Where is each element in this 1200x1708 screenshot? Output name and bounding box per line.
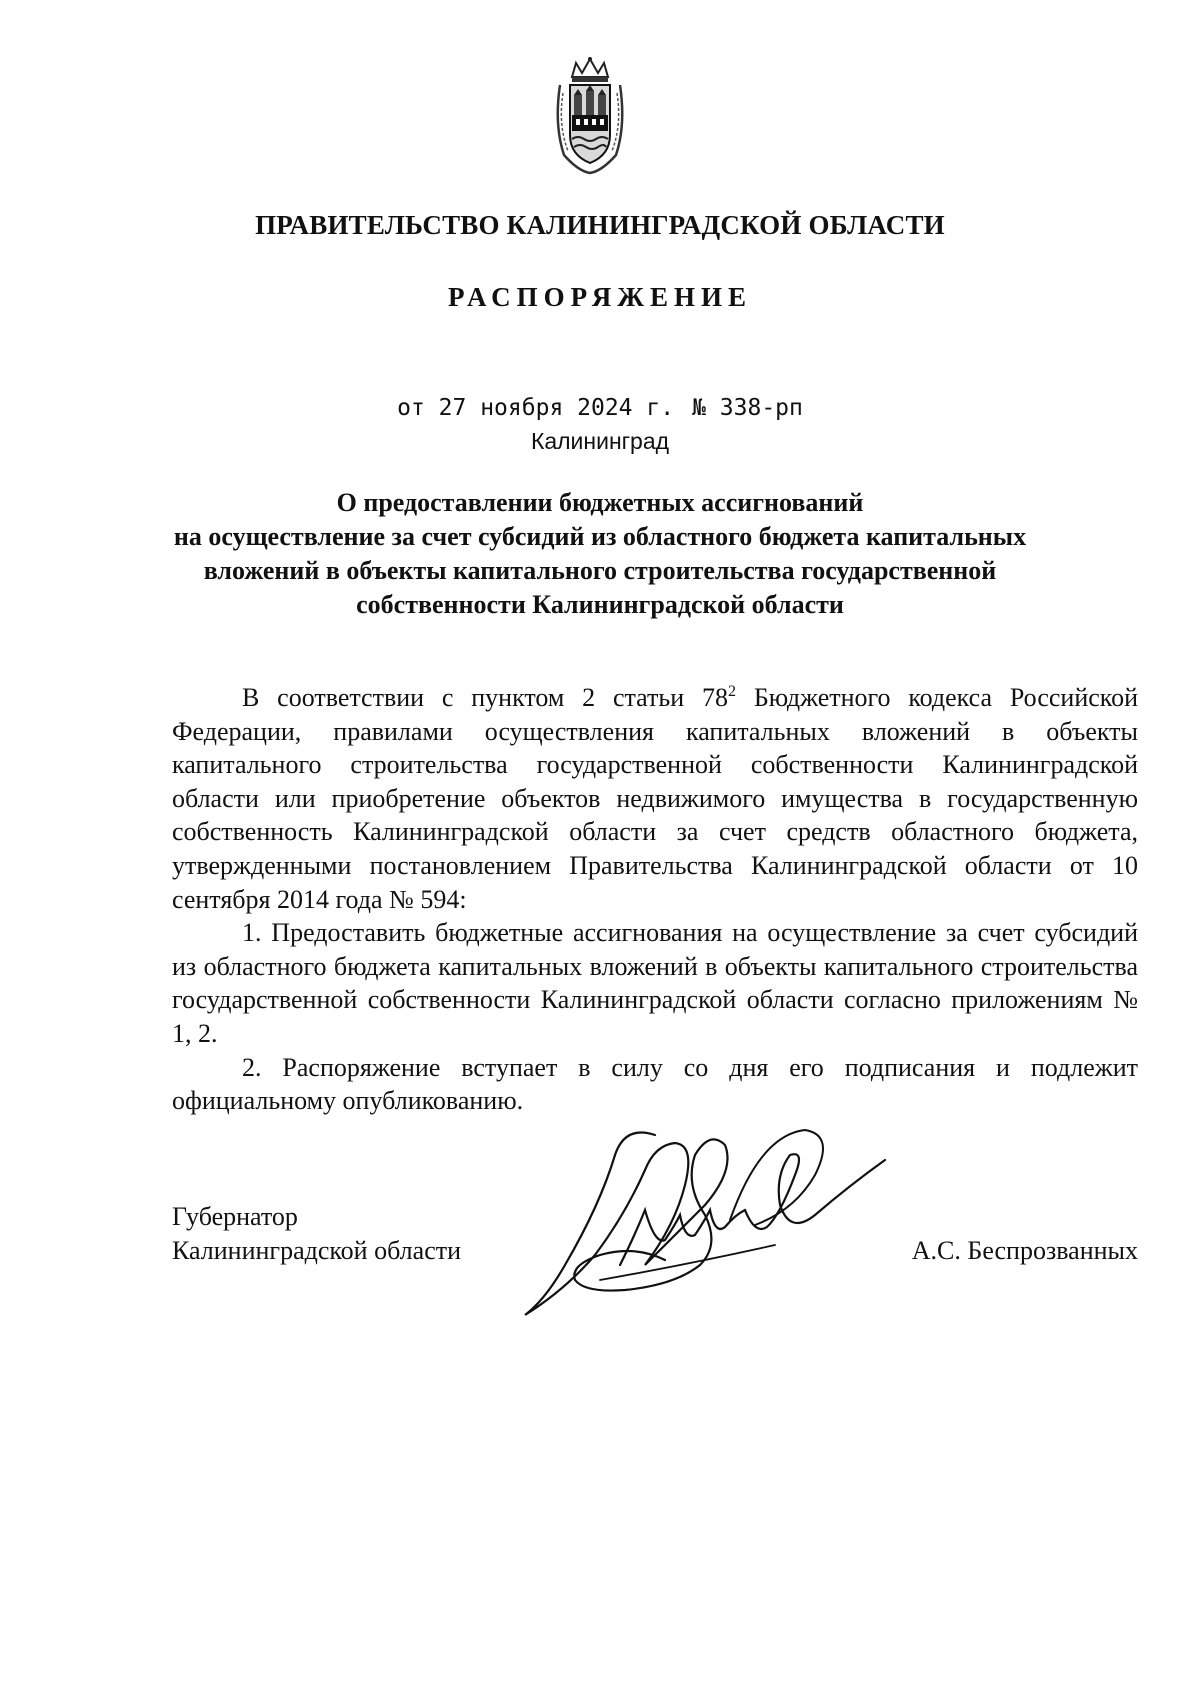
document-date: от 27 ноября 2024 г.: [397, 395, 675, 421]
position-line: Губернатор: [172, 1202, 298, 1231]
title-line: О предоставлении бюджетных ассигнований: [336, 488, 864, 517]
document-city: Калининград: [530, 428, 670, 454]
organization-name: ПРАВИТЕЛЬСТВО КАЛИНИНГРАДСКОЙ ОБЛАСТИ: [255, 210, 945, 240]
coat-of-arms-icon: [550, 55, 630, 175]
preamble-paragraph: В соответствии с пунктом 2 статьи $78^2$ Бюджетного кодекса Российской Федерации, правилами осуществления капитальных вложений в объекты капитального строительства государственной собственности Калининградской области или приобретение объектов недвижимого имущества в государственную собственность Калининградской области за счет средств областного бюджета, утвержденными постановлением Правительства Калининградской области от 10 сентября 2014 года № 594:: [172, 683, 1139, 914]
signatory-position: [172, 1200, 461, 1268]
document-type: РАСПОРЯЖЕНИЕ: [447, 282, 753, 312]
item-1-paragraph: 1. Предоставить бюджетные ассигнования на осуществление за счет субсидий из областного бюджета капитальных вложений в объекты капитального строительства государственной собственности Калининградской области согласно приложениям № 1, 2.: [172, 918, 1138, 1048]
handwritten-signature: [505, 1115, 905, 1325]
document-number: № 338-рп: [692, 395, 803, 421]
position-line: Калининградской области: [172, 1236, 462, 1265]
title-line: на осуществление за счет субсидий из областного бюджета капитальных: [173, 522, 1027, 551]
date-number-line: [0, 395, 1200, 421]
document-title: [150, 486, 1050, 622]
item-2-paragraph: 2. Распоряжение вступает в силу со дня его подписания и подлежит официальному опубликованию.: [172, 1052, 1138, 1116]
title-line: собственности Калининградской области: [356, 590, 844, 619]
document-body: [172, 681, 1138, 1118]
signatory-name: А.С. Беспрозванных: [911, 1236, 1138, 1265]
title-line: вложений в объекты капитального строительства государственной: [203, 556, 997, 585]
